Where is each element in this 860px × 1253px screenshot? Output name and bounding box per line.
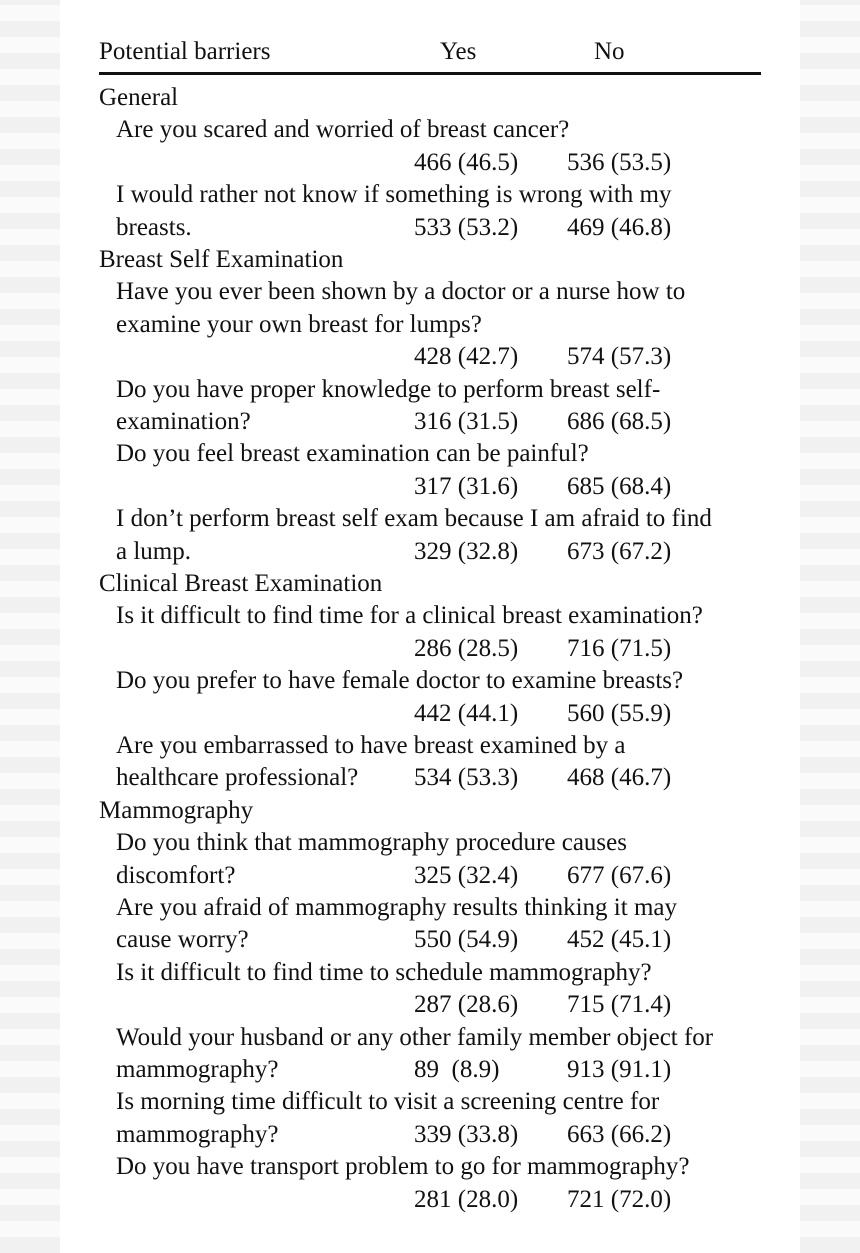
- header-rule: [99, 72, 761, 75]
- question-text: Do you have transport problem to go for mammography?: [116, 1153, 690, 1181]
- yes-value: 466 (46.5): [414, 148, 519, 176]
- yes-value: 550 (54.9): [414, 926, 519, 954]
- question-text: mammography?: [116, 1056, 279, 1083]
- question-text: examination?: [116, 408, 251, 435]
- question-text: breasts.: [116, 213, 192, 241]
- no-value: 685 (68.4): [567, 472, 672, 500]
- header-potential-barriers: Potential barriers: [99, 38, 271, 65]
- section-title: Breast Self Examination: [99, 246, 344, 273]
- question-text: I would rather not know if something is wrong with my: [116, 181, 672, 209]
- no-value: 673 (67.2): [567, 537, 672, 565]
- no-value: 452 (45.1): [567, 926, 672, 954]
- yes-value: 428 (42.7): [414, 343, 519, 371]
- yes-value: 329 (32.8): [414, 537, 519, 565]
- question-text: mammography?: [116, 1120, 279, 1148]
- no-value: 469 (46.8): [567, 213, 672, 241]
- yes-value: 534 (53.3): [414, 764, 519, 792]
- question-text: Is it difficult to find time to schedule mammography?: [116, 958, 652, 986]
- background-right-edge: [800, 0, 860, 1253]
- section-title: Clinical Breast Examination: [99, 570, 383, 597]
- yes-value: 287 (28.6): [414, 991, 519, 1019]
- header-yes: Yes: [440, 38, 477, 65]
- question-text: Do you think that mammography procedure causes: [116, 829, 627, 857]
- question-text: Have you ever been shown by a doctor or a nurse how to: [116, 278, 686, 306]
- yes-value: 281 (28.0): [414, 1185, 519, 1213]
- no-value: 716 (71.5): [567, 634, 672, 662]
- no-value: 560 (55.9): [567, 699, 672, 727]
- header-no: No: [594, 38, 625, 65]
- background-left-edge: [0, 0, 60, 1253]
- question-text: Do you prefer to have female doctor to examine breasts?: [116, 667, 684, 695]
- question-text: discomfort?: [116, 861, 236, 889]
- yes-value: 339 (33.8): [414, 1120, 519, 1148]
- question-text: Do you feel breast examination can be painful?: [116, 440, 589, 468]
- yes-value: 317 (31.6): [414, 472, 519, 500]
- yes-value: 325 (32.4): [414, 861, 519, 889]
- question-text: a lump.: [116, 537, 191, 565]
- question-text: Is it difficult to find time for a clinical breast examination?: [116, 602, 703, 630]
- no-value: 677 (67.6): [567, 861, 672, 889]
- question-text: Are you scared and worried of breast cancer?: [116, 116, 570, 144]
- question-text: cause worry?: [116, 926, 249, 954]
- question-text: Is morning time difficult to visit a screening centre for: [116, 1088, 660, 1116]
- question-text: I don’t perform breast self exam because I am afraid to find: [116, 505, 712, 533]
- question-text: healthcare professional?: [116, 764, 359, 792]
- yes-value: 286 (28.5): [414, 634, 519, 662]
- question-text: Are you afraid of mammography results thinking it may: [116, 894, 677, 921]
- question-text: Are you embarrassed to have breast examined by a: [116, 732, 626, 759]
- no-value: 468 (46.7): [567, 764, 672, 792]
- yes-value: 442 (44.1): [414, 699, 519, 727]
- question-text: examine your own breast for lumps?: [116, 310, 482, 338]
- question-text: Do you have proper knowledge to perform breast self-: [116, 375, 661, 403]
- no-value: 536 (53.5): [567, 148, 672, 176]
- yes-value: 89 (8.9): [414, 1056, 500, 1083]
- no-value: 686 (68.5): [567, 408, 672, 435]
- no-value: 663 (66.2): [567, 1120, 672, 1148]
- question-text: Would your husband or any other family member object for: [116, 1023, 714, 1051]
- section-title: Mammography: [99, 796, 254, 824]
- no-value: 574 (57.3): [567, 343, 672, 371]
- yes-value: 316 (31.5): [414, 408, 519, 435]
- no-value: 913 (91.1): [567, 1056, 672, 1083]
- yes-value: 533 (53.2): [414, 213, 519, 241]
- no-value: 721 (72.0): [567, 1185, 672, 1213]
- no-value: 715 (71.4): [567, 991, 672, 1019]
- section-title: General: [99, 84, 179, 111]
- table-header: [99, 38, 761, 66]
